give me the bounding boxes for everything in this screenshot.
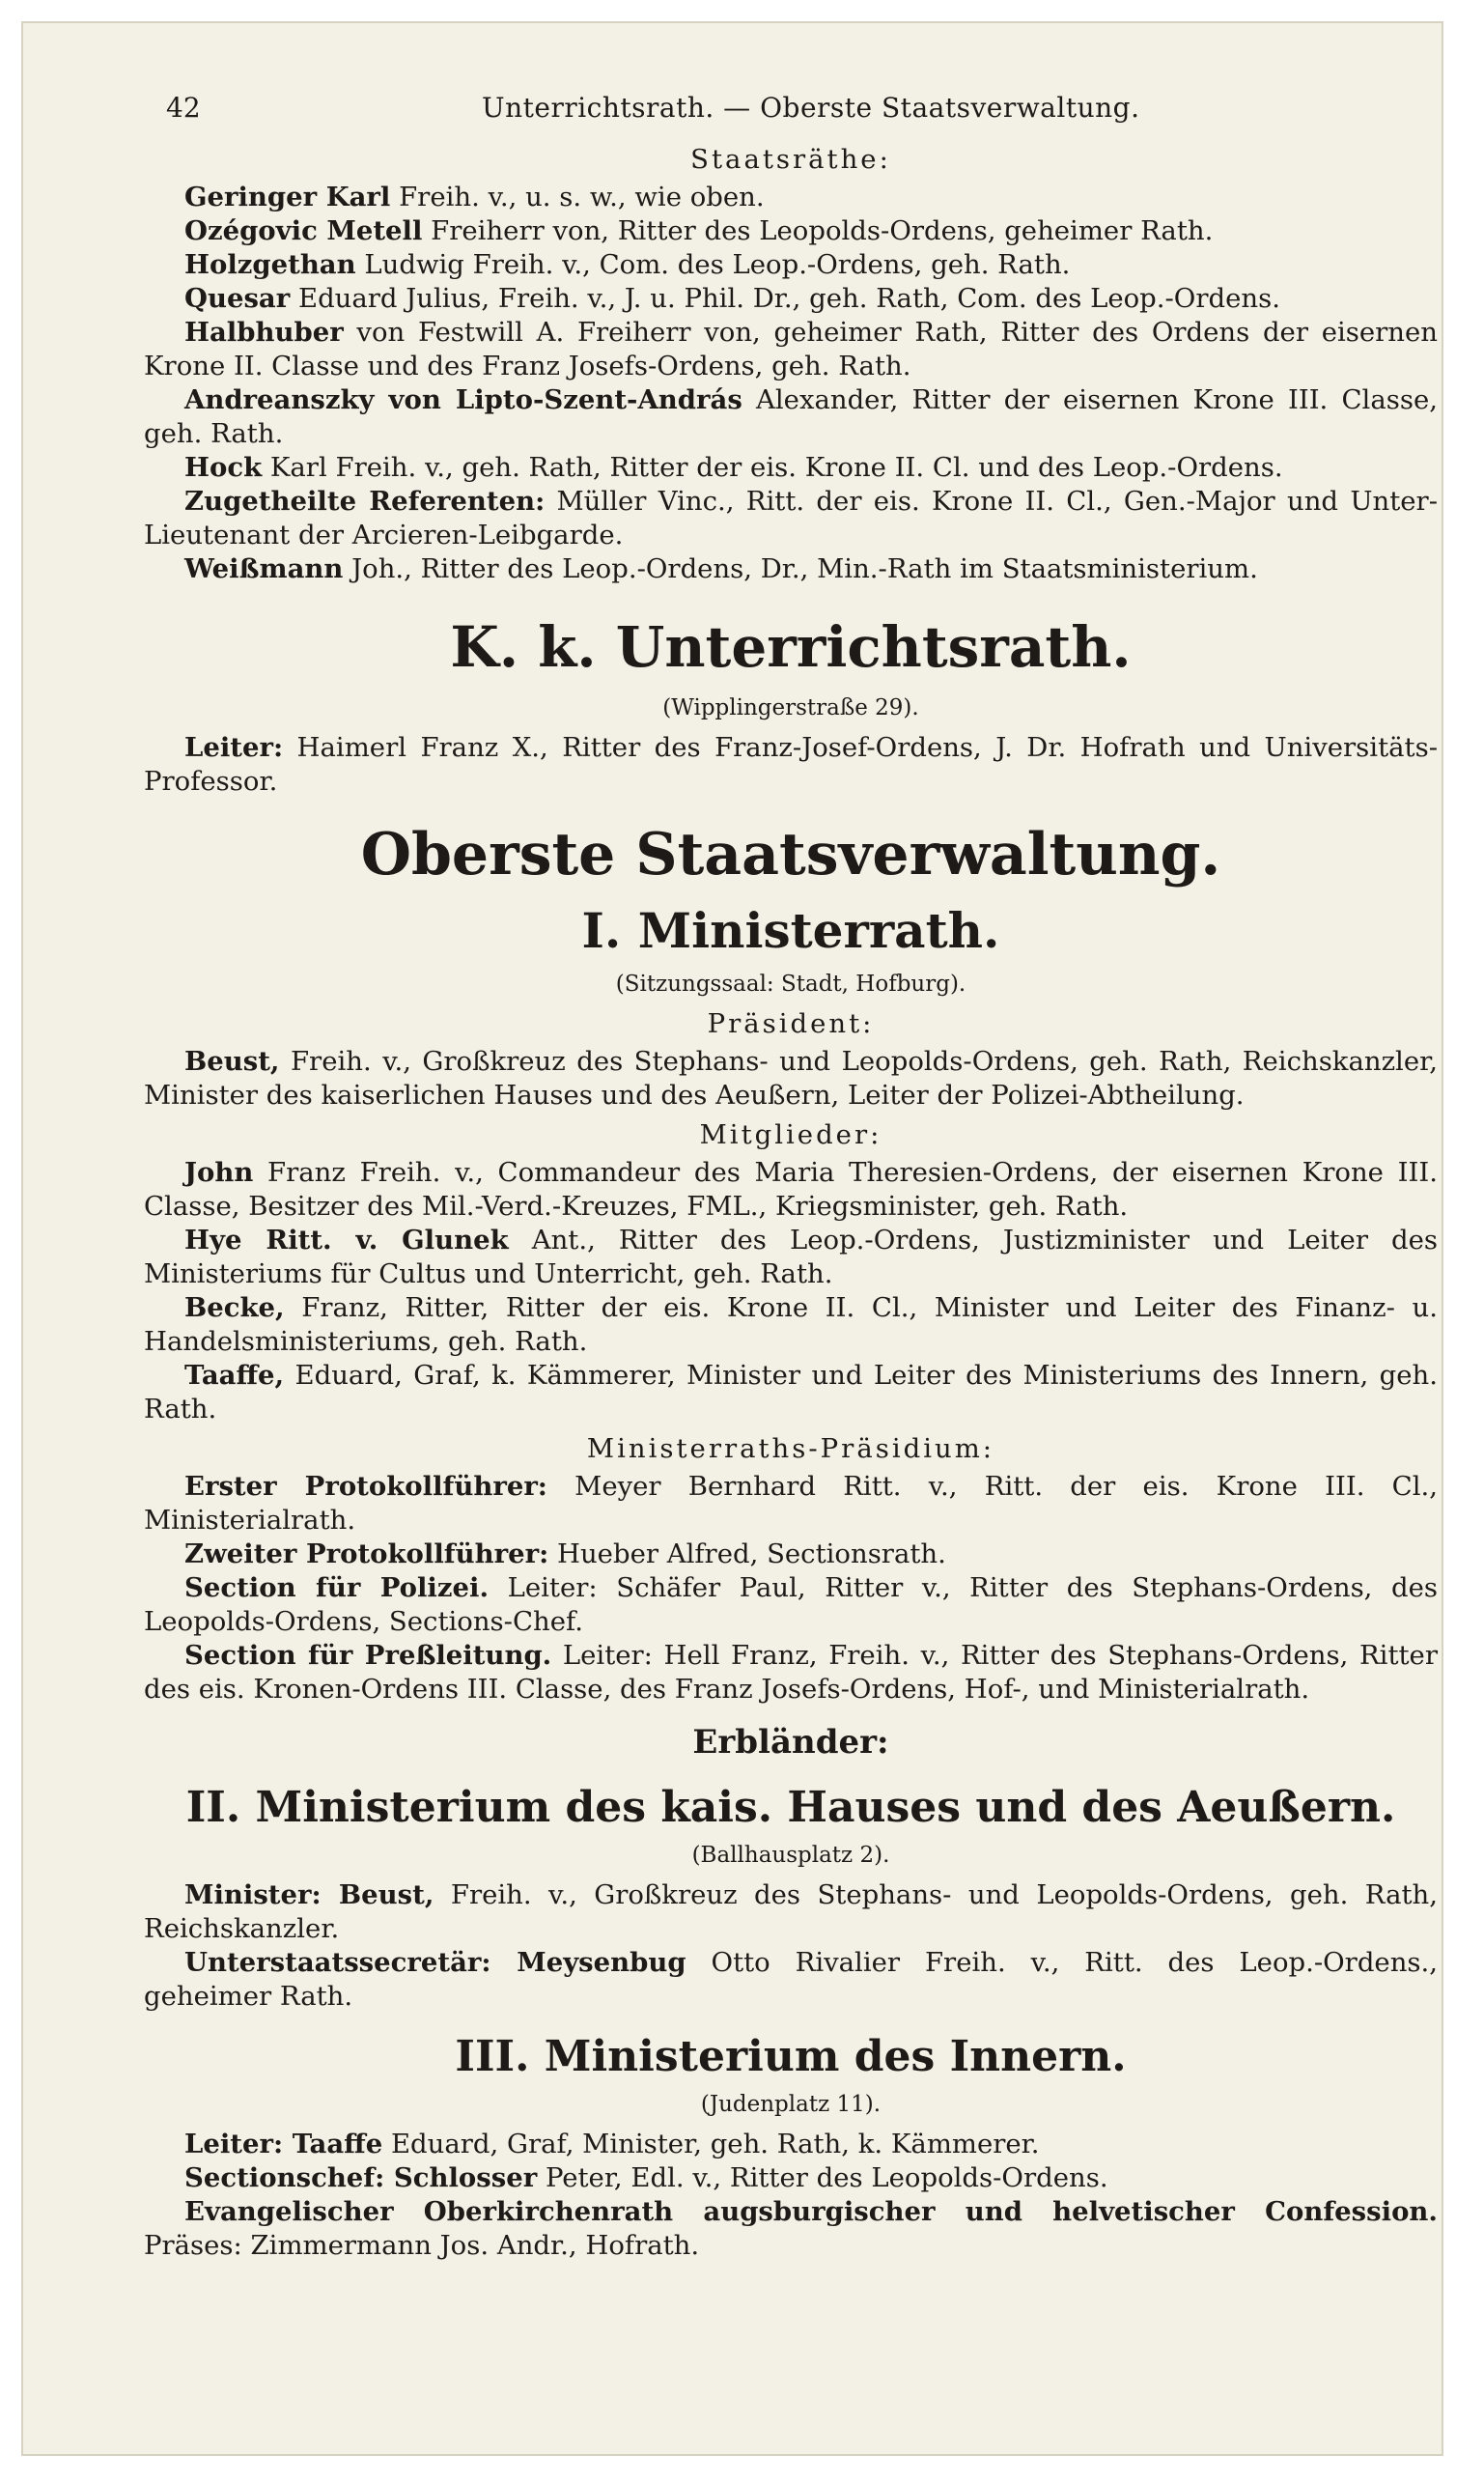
entry: John Franz Freih. v., Commandeur des Maria Theresien-Ordens, der eisernen Krone III. Classe, Besitzer des Mil.-Verd.-Kreuzes, FML., Kriegsminister, geh. Rath. bbox=[144, 1157, 1438, 1222]
entry: Minister: Beust, Freih. v., Großkreuz des Stephans- und Leopolds-Ordens, geh. Rath, Reichskanzler. bbox=[144, 1879, 1439, 1944]
entry: Taaffe, Eduard, Graf, k. Kämmerer, Minister und Leiter des Ministeriums des Innern, geh. Rath. bbox=[144, 1360, 1438, 1425]
entry: Quesar Eduard Julius, Freih. v., J. u. Phil. Dr., geh. Rath, Com. des Leop.-Ordens. bbox=[184, 283, 1280, 314]
entry: Hye Ritt. v. Glunek Ant., Ritter des Leop.-Ordens, Justizminister und Leiter des Ministeriums für Cultus und Unterricht, geh. Rath. bbox=[144, 1225, 1439, 1289]
entry: Geringer Karl Freih. v., u. s. w., wie oben. bbox=[184, 182, 765, 212]
praesidium-heading: Ministerraths-Präsidium: bbox=[586, 1433, 995, 1464]
innern-title: III. Ministerium des Innern. bbox=[455, 2032, 1127, 2081]
entry: Becke, Franz, Ritter, Ritter der eis. Krone II. Cl., Minister und Leiter des Finanz- u. Handelsministeriums, geh. Rath. bbox=[144, 1292, 1438, 1357]
entry: Evangelischer Oberkirchenrath augsburgischer und helvetischer Confession. Präses: Zimmermann Jos. Andr., Hofrath. bbox=[144, 2196, 1438, 2261]
praesident-heading: Präsident: bbox=[707, 1008, 875, 1039]
staatsraethe-heading: Staatsräthe: bbox=[690, 144, 891, 175]
mitglieder-heading: Mitglieder: bbox=[699, 1119, 882, 1150]
oberste-title: Oberste Staatsverwaltung. bbox=[360, 821, 1221, 889]
innern-address: (Judenplatz 11). bbox=[700, 2092, 882, 2117]
document-page bbox=[21, 21, 1443, 2456]
running-title: Unterrichtsrath. — Oberste Staatsverwaltung. bbox=[482, 92, 1140, 124]
entry: Weißmann Joh., Ritter des Leop.-Ordens, Dr., Min.-Rath im Staatsministerium. bbox=[184, 553, 1258, 584]
entry: Ozégovic Metell Freiherr von, Ritter des Leopolds-Ordens, geheimer Rath. bbox=[184, 215, 1214, 246]
unterrichtsrath-leiter: Leiter: Haimerl Franz X., Ritter des Franz-Josef-Ordens, J. Dr. Hofrath und Universitäts-Professor. bbox=[144, 732, 1438, 797]
entry: Section für Polizei. Leiter: Schäfer Paul, Ritter v., Ritter des Stephans-Ordens, des Leopolds-Ordens, Sections-Chef. bbox=[144, 1572, 1438, 1637]
erblaender-heading: Erbländer: bbox=[692, 1723, 889, 1762]
entry: Leiter: Taaffe Eduard, Graf, Minister, geh. Rath, k. Kämmerer. bbox=[184, 2129, 1040, 2159]
page-text bbox=[144, 79, 1438, 2263]
entry: Erster Protokollführer: Meyer Bernhard Ritt. v., Ritt. der eis. Krone III. Cl., Ministerialrath. bbox=[144, 1471, 1439, 1536]
ministerrath-address: (Sitzungssaal: Stadt, Hofburg). bbox=[615, 972, 966, 997]
aeussern-address: (Ballhausplatz 2). bbox=[691, 1843, 890, 1868]
entry: Sectionschef: Schlosser Peter, Edl. v., Ritter des Leopolds-Ordens. bbox=[184, 2162, 1108, 2193]
ministerrath-title: I. Ministerrath. bbox=[581, 902, 1000, 959]
entry: Zugetheilte Referenten: Müller Vinc., Ritt. der eis. Krone II. Cl., Gen.-Major und Unter-Lieutenant der Arcieren-Leibgarde. bbox=[144, 486, 1438, 550]
entry: Halbhuber von Festwill A. Freiherr von, geheimer Rath, Ritter des Ordens der eisernen Krone II. Classe und des Franz Josefs-Ordens, geh. Rath. bbox=[144, 317, 1438, 381]
entry: Holzgethan Ludwig Freih. v., Com. des Leop.-Ordens, geh. Rath. bbox=[184, 249, 1071, 280]
entry: Section für Preßleitung. Leiter: Hell Franz, Freih. v., Ritter des Stephans-Ordens, Ritter des eis. Kronen-Ordens III. Classe, des Franz Josefs-Ordens, Hof-, und Ministerialrath. bbox=[144, 1640, 1438, 1705]
running-header bbox=[144, 79, 1438, 137]
entry: Andreanszky von Lipto-Szent-András Alexander, Ritter der eisernen Krone III. Classe, geh. Rath. bbox=[144, 384, 1438, 449]
entry: Hock Karl Freih. v., geh. Rath, Ritter der eis. Krone II. Cl. und des Leop.-Ordens. bbox=[184, 452, 1283, 483]
entry: Beust, Freih. v., Großkreuz des Stephans- und Leopolds-Ordens, geh. Rath, Reichskanzler, Minister des kaiserlichen Hauses und des Aeußern, Leiter der Polizei-Abtheilung. bbox=[144, 1046, 1438, 1111]
page-number: 42 bbox=[166, 92, 201, 124]
aeussern-title: II. Ministerium des kais. Hauses und des Aeußern. bbox=[185, 1783, 1396, 1832]
entry: Unterstaatssecretär: Meysenbug Otto Rivalier Freih. v., Ritt. des Leop.-Ordens., geheimer Rath. bbox=[144, 1947, 1439, 2012]
unterrichtsrath-address: (Wipplingerstraße 29). bbox=[662, 695, 919, 720]
entry: Zweiter Protokollführer: Hueber Alfred, Sectionsrath. bbox=[184, 1538, 946, 1569]
unterrichtsrath-title: K. k. Unterrichtsrath. bbox=[450, 614, 1132, 680]
